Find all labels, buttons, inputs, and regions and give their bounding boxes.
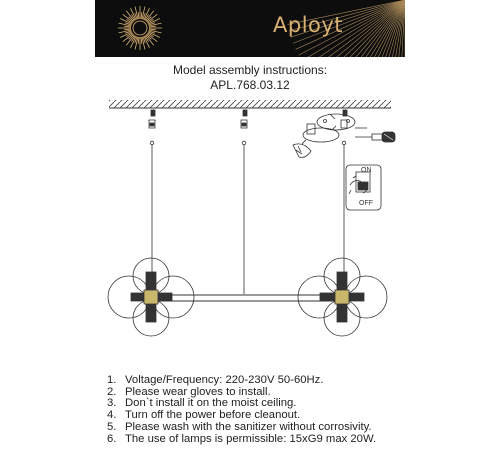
instruction-item: 3. Don`t install it on the moist ceiling.	[107, 397, 297, 410]
ceiling	[109, 100, 391, 108]
ceiling-mount-center	[241, 110, 247, 294]
instruction-item: 2. Please wear gloves to install.	[107, 385, 271, 398]
instructions-list	[107, 375, 376, 445]
screwdriver-icon	[355, 132, 395, 142]
brand-name: Aployt	[273, 13, 344, 37]
lamp-bar	[152, 295, 344, 301]
model-number: APL.768.03.12	[210, 78, 290, 92]
switch-on-label: ON	[361, 167, 372, 174]
switch-off-label: OFF	[359, 200, 373, 207]
instruction-item: 5. Please wash with the sanitizer without corrosivity.	[107, 420, 372, 433]
ceiling-mount-left	[149, 110, 155, 294]
instruction-item: 4. Turn off the power before cleanout.	[107, 409, 301, 422]
instruction-item: 6. The use of lamps is permissible: 15xG9 max 20W.	[107, 432, 377, 445]
instruction-item: 1. Voltage/Frequency: 220-230V 50-60Hz.	[107, 374, 324, 386]
document-title: Model assembly instructions:	[172, 63, 328, 77]
